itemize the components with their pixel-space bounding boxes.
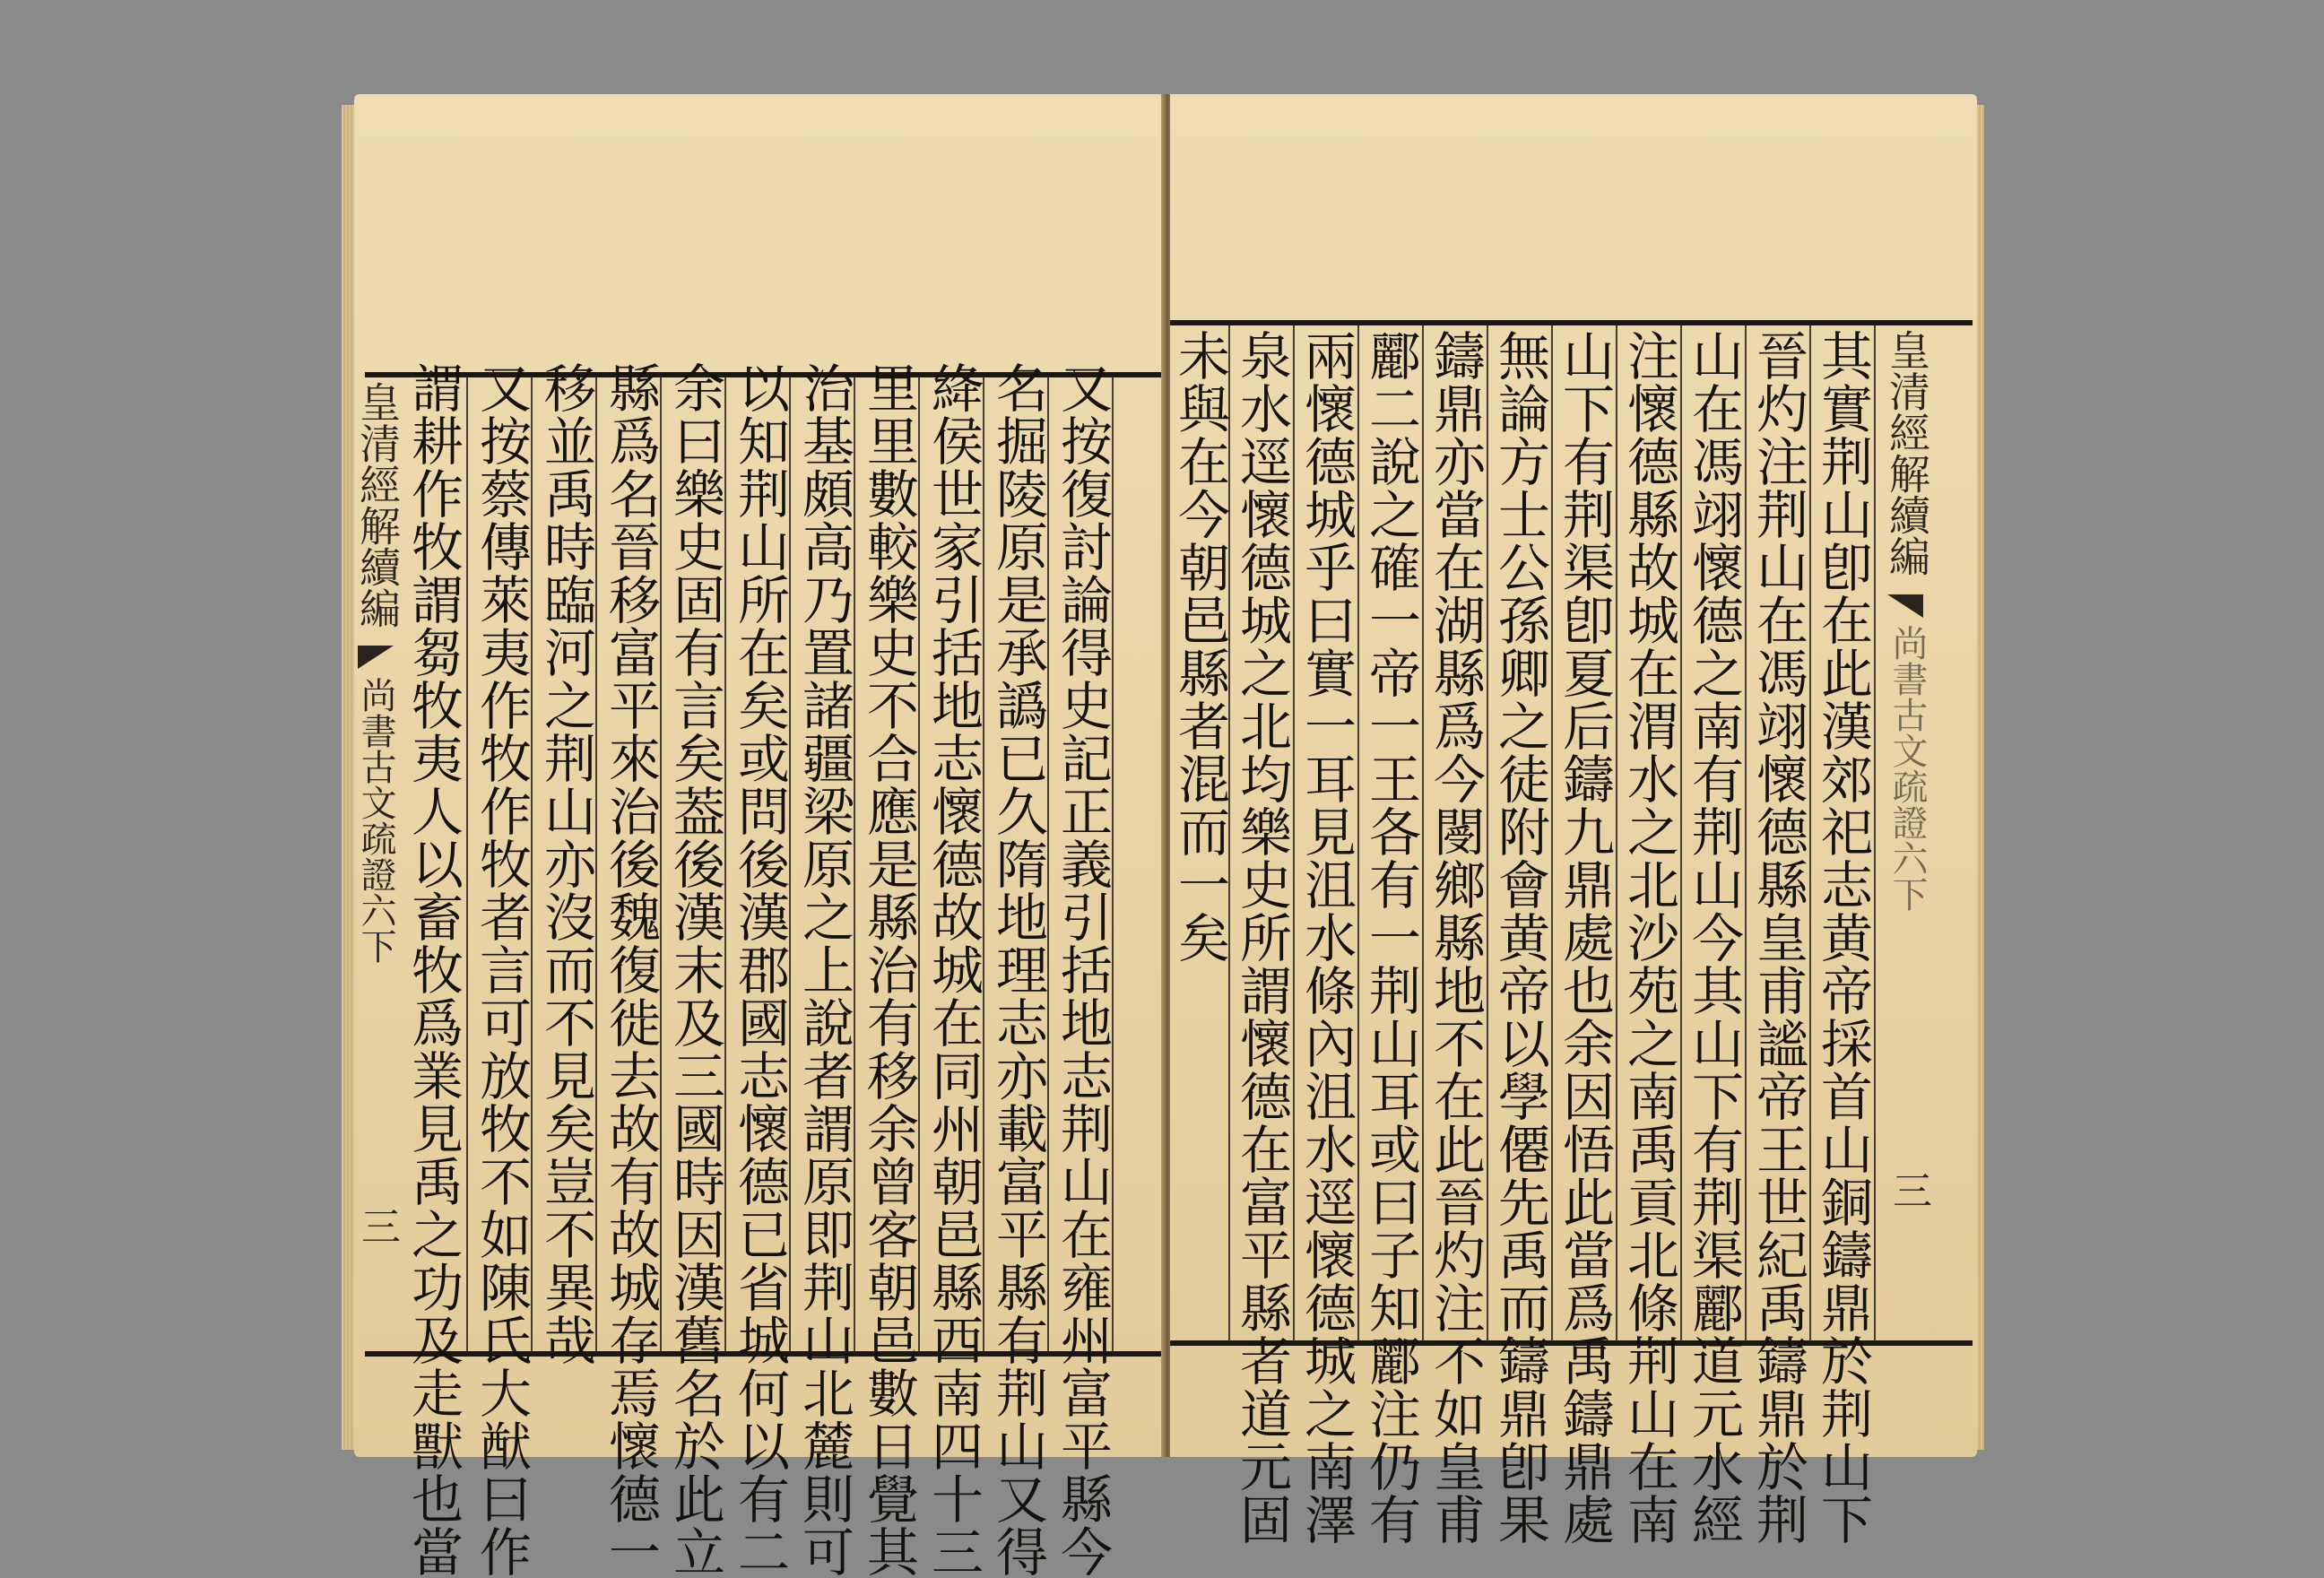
- text-column: 絳侯世家引括地志懷德故城在同州朝邑縣西南四十三: [923, 361, 984, 1578]
- open-book: [353, 94, 1981, 1578]
- right-page: [1169, 94, 1977, 1546]
- text-column: 移並禹時臨河之荆山亦沒而不見矣豈不異哉: [535, 361, 596, 1366]
- fishtail-mark: [358, 646, 394, 669]
- margin-page-number: 三: [1886, 1170, 1931, 1210]
- text-column: 縣爲名晉移富平來治後魏復徙去故有故城存焉懷德一: [600, 361, 661, 1578]
- text-column: 山在馮翊懷德之南有荆山今其山下有荆渠酈道元水經: [1683, 329, 1744, 1546]
- margin-book-title: 皇清經解續編: [353, 381, 402, 629]
- text-column: 鑄鼎亦當在湖縣爲今閿鄉縣地不在此晉灼注不如皇甫: [1425, 329, 1486, 1546]
- margin-page-number: 三: [354, 1206, 400, 1245]
- text-column: 注懷德縣故城在渭水之北沙苑之南禹貢北條荆山在南: [1618, 329, 1679, 1546]
- text-column: 里里數較樂史不合應是縣治有移余曾客朝邑數日覺其: [858, 361, 919, 1578]
- text-column: 其實荆山卽在此漢郊祀志黄帝採首山銅鑄鼎於荆山下: [1812, 329, 1873, 1546]
- text-column: 治基頗高乃置諸疆梁原之上說者謂原即荆山北麓則可: [793, 361, 854, 1578]
- fishtail-mark: [1887, 594, 1923, 618]
- text-column: 山下有荆渠卽夏后鑄九鼎處也余因悟此當爲禹鑄鼎處: [1554, 329, 1615, 1546]
- left-page: [353, 94, 1166, 1578]
- margin-volume-title: 尚書古文疏證六下: [355, 677, 396, 964]
- margin-book-title: 皇清經解續編: [1883, 329, 1931, 577]
- margin-volume-title: 尚書古文疏證六下: [1886, 625, 1928, 912]
- text-column: 以知荆山所在矣或問後漢郡國志懷德已省城何以有二: [729, 361, 790, 1578]
- text-column: 又按復討論得史記正義引括地志荆山在雍州富平縣今: [1052, 361, 1113, 1578]
- text-column: 余曰樂史固有言矣葢後漢末及三國時因漢舊名於此立: [664, 361, 725, 1578]
- text-column: 謂耕作牧謂芻牧夷人以畜牧爲業見禹之功及走獸也當: [403, 361, 464, 1578]
- text-column: 名掘陵原是承譌已久隋地理志亦載富平縣有荆山又得: [987, 361, 1048, 1578]
- text-column: 兩懷德城乎曰實一耳見沮水條內沮水逕懷德城之南澤: [1296, 329, 1357, 1546]
- text-column: 泉水逕懷德城之北均樂史所謂懷德在富平縣者道元固: [1231, 329, 1292, 1546]
- text-column: 無論方士公孫卿之徒附會黄帝以學僊先禹而鑄鼎卽果: [1489, 329, 1550, 1546]
- text-column: 晉灼注荆山在馮翊懷德縣皇甫謐帝王世紀禹鑄鼎於荆: [1747, 329, 1808, 1546]
- text-column: 又按蔡傳萊夷作牧作牧者言可放牧不如陳氏大猷曰作: [471, 361, 532, 1578]
- text-column: 酈二說之確一帝一王各有一荆山耳或曰子知酈注仍有: [1360, 329, 1421, 1546]
- text-column: 未與在今朝邑縣者混而一矣: [1169, 329, 1230, 964]
- top-border-rule: [1170, 320, 1973, 325]
